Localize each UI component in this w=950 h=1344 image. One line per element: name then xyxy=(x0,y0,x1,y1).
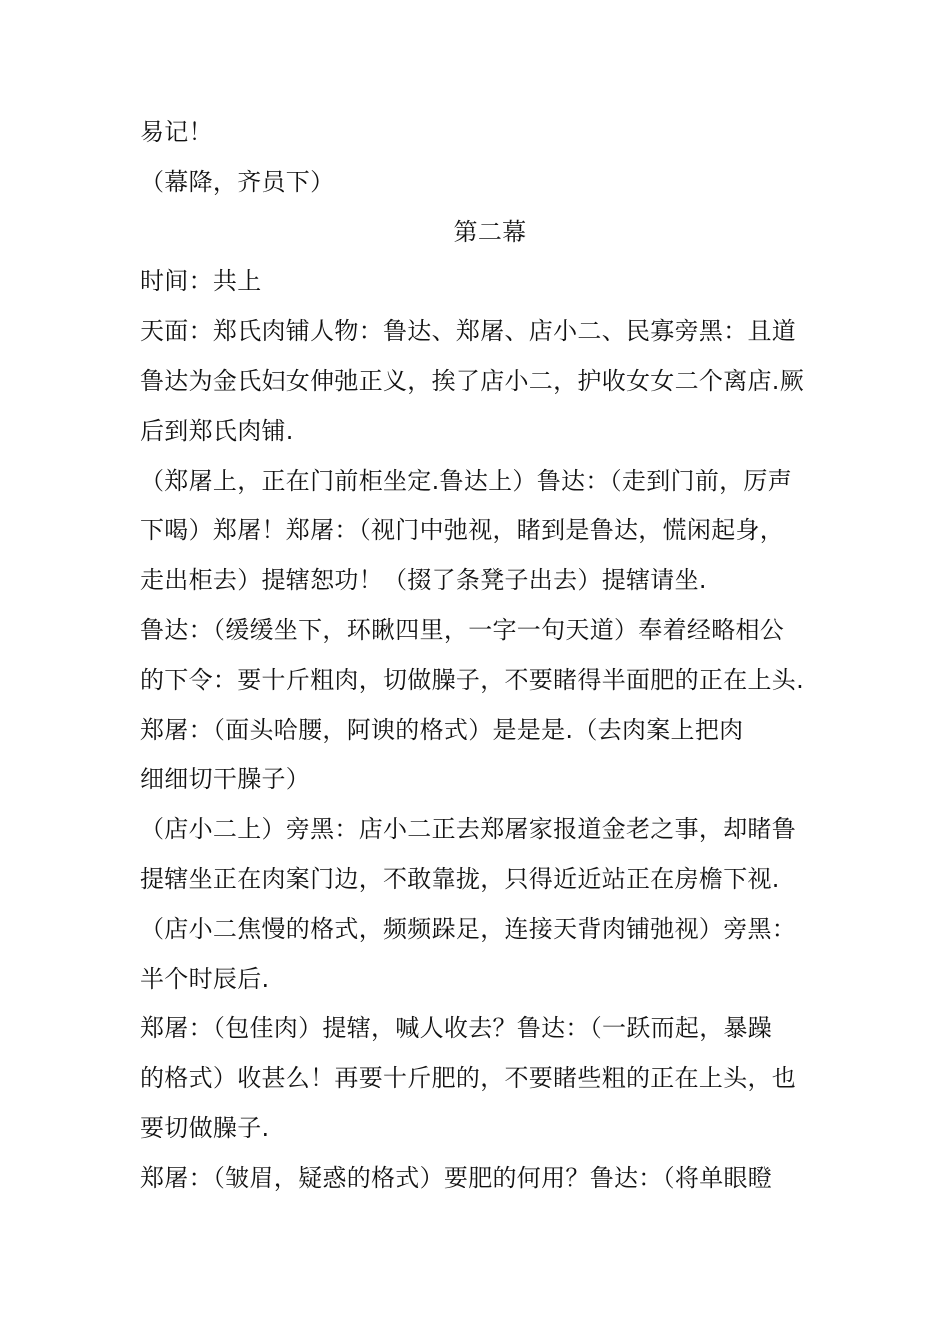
text-line: 易记！ xyxy=(140,118,213,146)
text-line: 要切做臊子. xyxy=(140,1113,270,1142)
text-line: （郑屠上，正在门前柜坐定.鲁达上）鲁达：（走到门前，厉声 xyxy=(140,466,793,495)
text-line: （店小二焦慢的格式，频频跺足，连接天背肉铺弛视）旁黑： xyxy=(140,914,797,943)
text-line: 提辖坐正在肉案门边，不敢靠拢，只得近近站正在房檐下视. xyxy=(140,864,780,893)
text-line: 时间：共上 xyxy=(140,267,262,296)
document-page xyxy=(140,108,820,1204)
text-line: 鲁达：（缓缓坐下，环瞅四里，一字一句天道）奉着经略相公 xyxy=(140,615,785,644)
text-line: 鲁达为金氏妇女伸弛正义，挨了店小二，护收女女二个离店.厥 xyxy=(140,366,805,395)
text-line: 的格式）收甚么！再要十斤肥的，不要睹些粗的正在上头，也 xyxy=(140,1064,797,1093)
text-line: 后到郑氏肉铺. xyxy=(140,416,294,445)
text-line: 郑屠：（面头哈腰，阿谀的格式）是是是.（去肉案上把肉 xyxy=(140,715,744,744)
text-line: 下喝）郑屠！郑屠：（视门中弛视，睹到是鲁达，慌闲起身， xyxy=(140,516,785,545)
text-line: 天面：郑氏肉铺人物：鲁达、郑屠、店小二、民寡旁黑：且道 xyxy=(140,317,797,346)
text-line: （店小二上）旁黑：店小二正去郑屠家报道金老之事，却睹鲁 xyxy=(140,815,797,844)
text-line: 走出柜去）提辖恕功！（掇了条凳子出去）提辖请坐. xyxy=(140,566,707,595)
text-line: 郑屠：（包佳肉）提辖，喊人收去？鲁达：（一跃而起，暴躁 xyxy=(140,1014,773,1043)
text-line: 的下令：要十斤粗肉，切做臊子，不要睹得半面肥的正在上头. xyxy=(140,665,805,694)
act-heading: 第二幕 xyxy=(453,217,527,246)
stage-direction: （幕降，齐员下） xyxy=(140,167,335,196)
text-line: 郑屠：（皱眉，疑惑的格式）要肥的何用？鲁达：（将单眼瞪 xyxy=(140,1163,773,1192)
text-line: 细细切干臊子） xyxy=(140,765,311,794)
text-line: 半个时辰后. xyxy=(140,964,270,993)
